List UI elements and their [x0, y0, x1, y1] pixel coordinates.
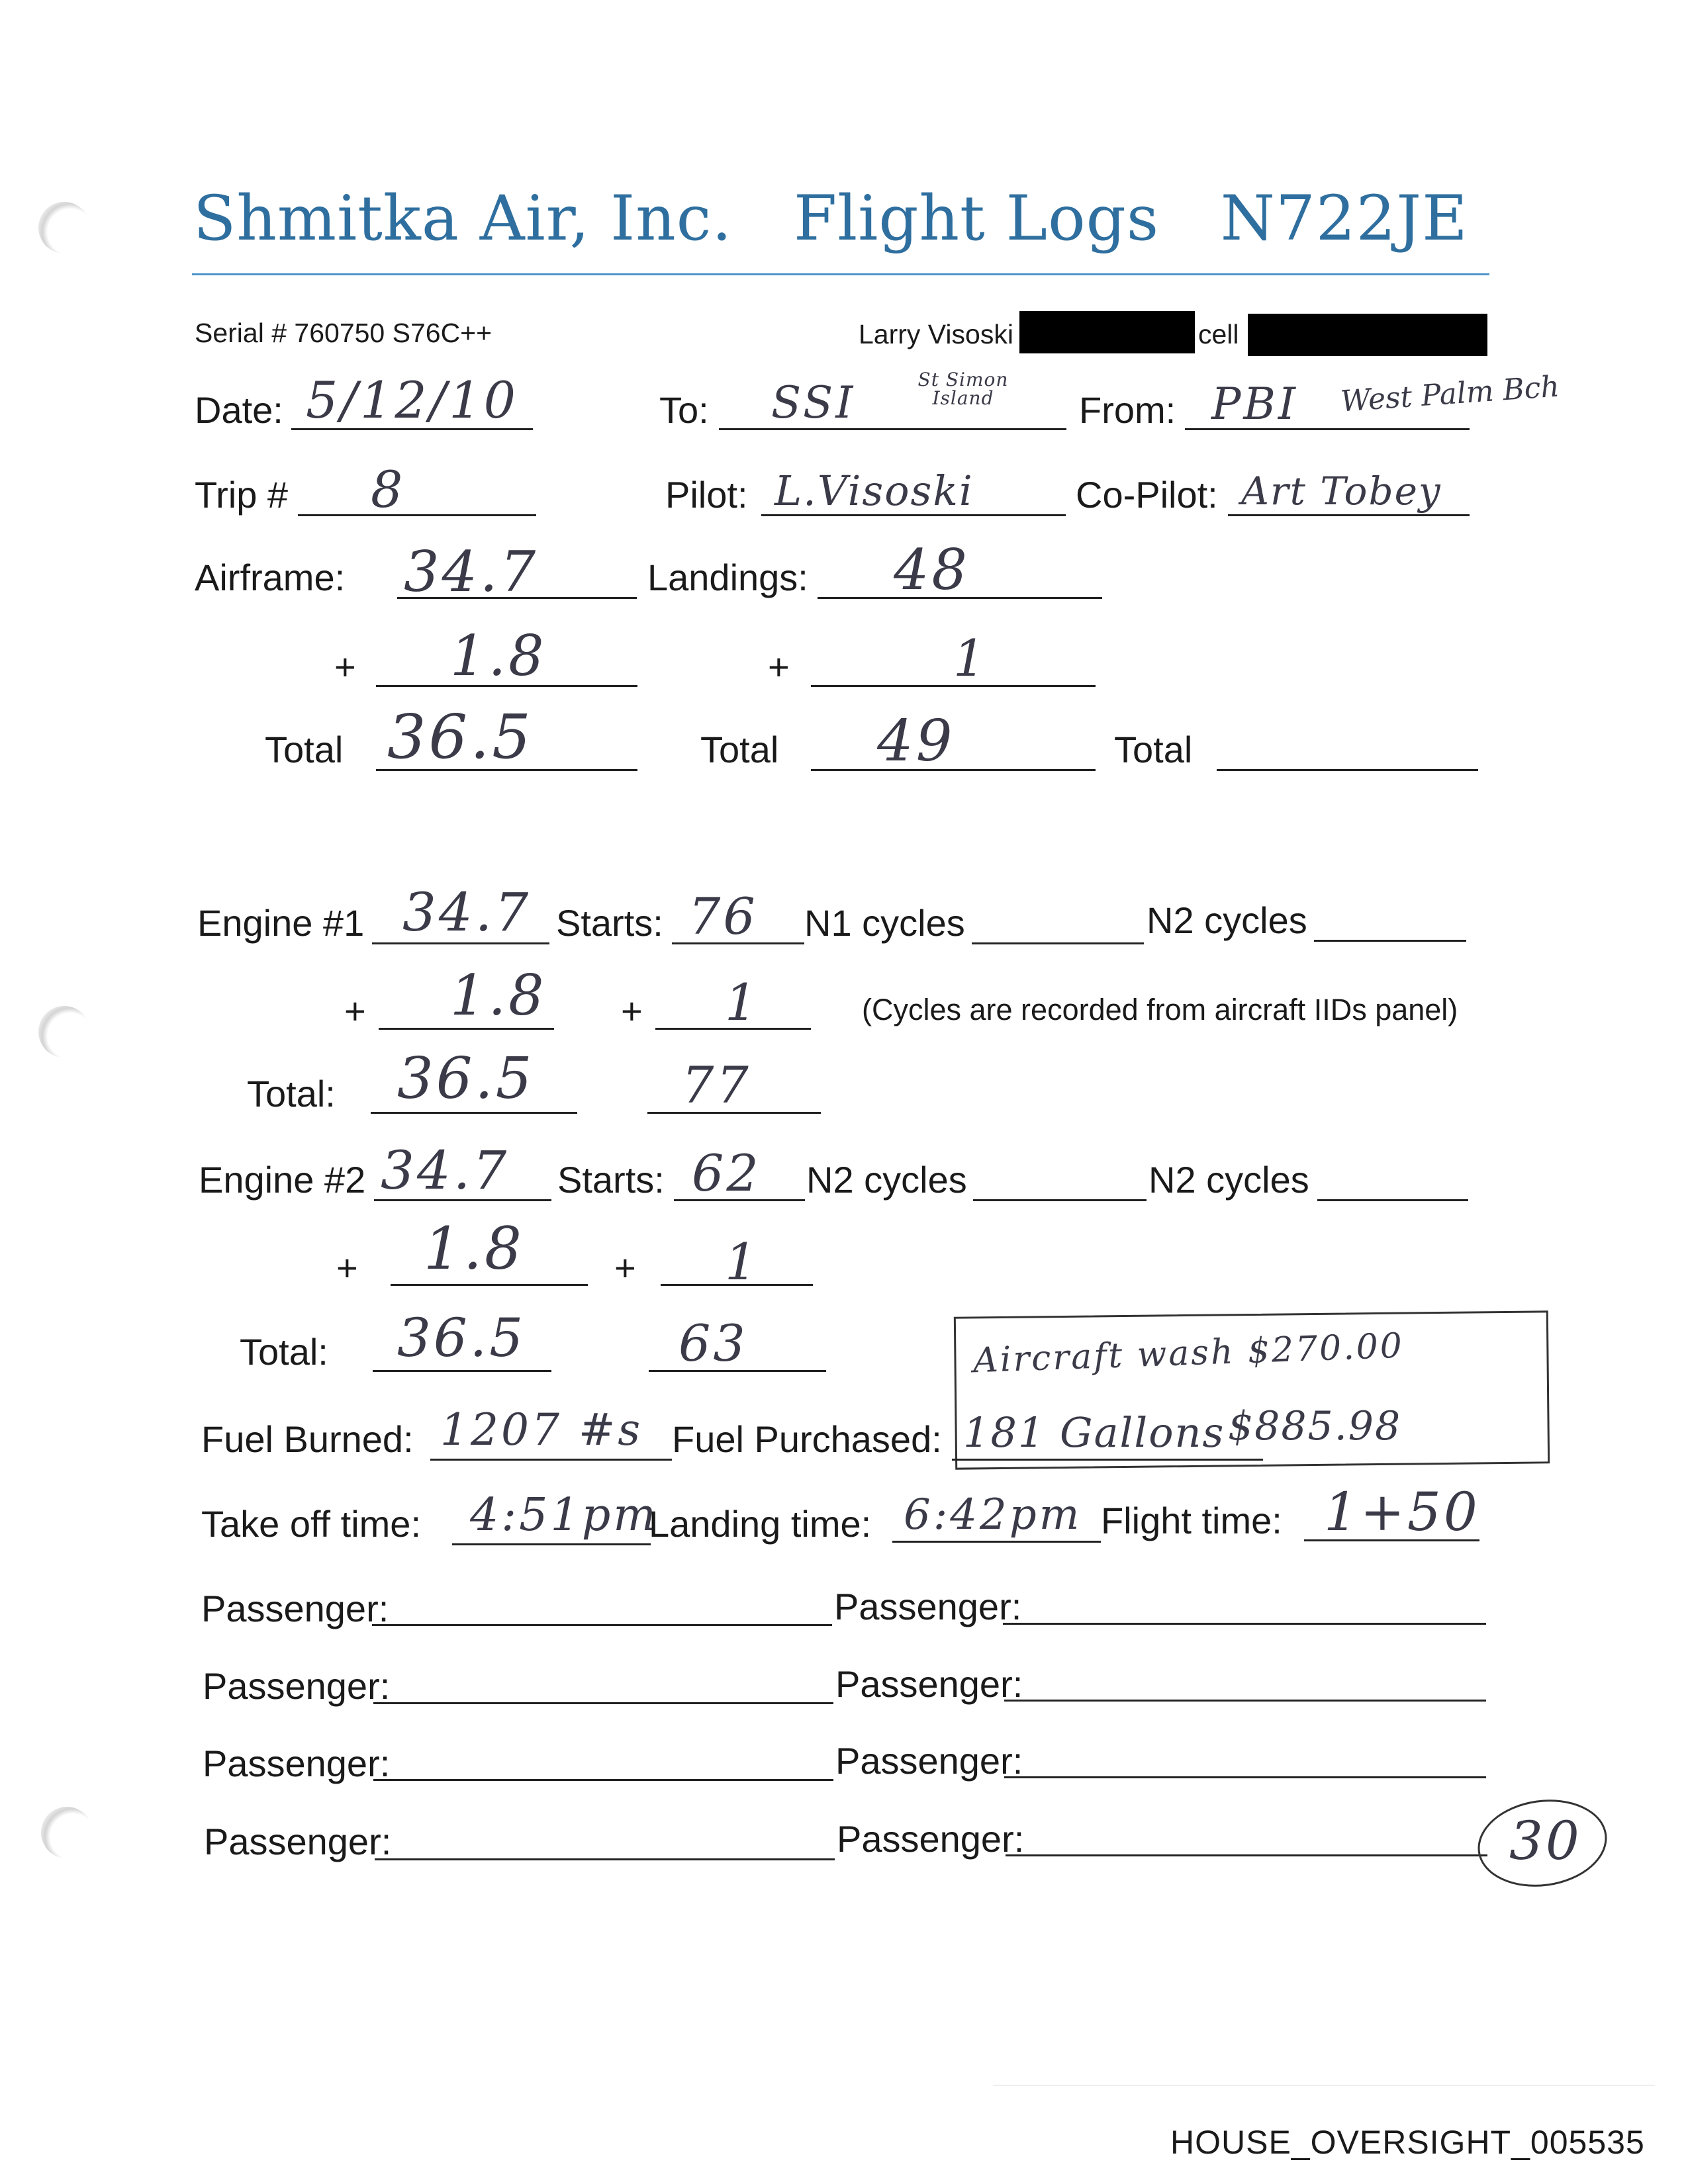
date-value: 5/12/10: [306, 371, 518, 430]
pilot-label: Pilot:: [665, 474, 748, 516]
landing-time-label: Landing time:: [649, 1503, 872, 1545]
landings-add-value: 1: [953, 629, 988, 688]
engine1-label: Engine #1: [197, 902, 365, 944]
engine1-starts-total-value: 77: [682, 1056, 751, 1115]
fuel-burned-label: Fuel Burned:: [201, 1418, 414, 1460]
passenger-line: [1004, 1700, 1486, 1702]
log-title: Flight Logs: [793, 183, 1160, 255]
engine1-hours-value: 34.7: [402, 882, 532, 943]
flight-time-label: Flight time:: [1101, 1500, 1282, 1541]
passenger-line: [1006, 1854, 1487, 1856]
aircraft-wash-note: Aircraft wash $270.00: [972, 1326, 1405, 1381]
copilot-value: Art Tobey: [1241, 469, 1442, 514]
passenger-line: [372, 1624, 832, 1626]
engine1-starts-label: Starts:: [556, 902, 663, 944]
page-number: 30: [1509, 1810, 1582, 1872]
engine1-hours-plus: +: [344, 990, 366, 1032]
engine2-hours-add-value: 1.8: [424, 1214, 524, 1283]
engine2-starts-total-value: 63: [679, 1314, 748, 1373]
from-label: From:: [1079, 389, 1176, 431]
passenger-label: Passenger:: [201, 1588, 389, 1629]
trip-value: 8: [371, 460, 406, 519]
fuel-purchased-line: [952, 1459, 1263, 1461]
passenger-label: Passenger:: [835, 1740, 1023, 1782]
takeoff-label: Take off time:: [201, 1503, 422, 1545]
bates-number: HOUSE_OVERSIGHT_005535: [1170, 2124, 1645, 2161]
passenger-label: Passenger:: [835, 1663, 1023, 1705]
landings-plus: +: [768, 646, 790, 688]
fuel-burned-value: 1207 #s: [440, 1404, 643, 1455]
landing-time-value: 6:42pm: [904, 1490, 1082, 1539]
to-note: St Simon Island: [917, 369, 1009, 409]
punch-hole-bottom: [41, 1807, 93, 1858]
to-label: To:: [659, 389, 709, 431]
engine1-starts-plus: +: [621, 990, 643, 1032]
scan-artifact-line: [993, 2085, 1655, 2086]
engine1-hours-total-line: [371, 1112, 577, 1114]
engine1-starts-add-value: 1: [725, 973, 760, 1032]
landings-label: Landings:: [647, 557, 808, 598]
landings-value: 48: [894, 537, 970, 602]
airframe-total-value: 36.5: [387, 702, 534, 772]
cycles-note: (Cycles are recorded from aircraft IIDs panel): [862, 993, 1458, 1026]
passenger-line: [1003, 1623, 1486, 1625]
engine1-n2-line: [1314, 940, 1466, 942]
engine2-n2b-line: [1317, 1199, 1468, 1201]
title-rule: [192, 273, 1489, 275]
engine1-starts-value: 76: [688, 887, 758, 946]
passenger-line: [373, 1702, 833, 1704]
landings-total-label: Total: [700, 729, 779, 770]
redaction-cell: [1248, 314, 1487, 356]
fuel-purchased-label: Fuel Purchased:: [672, 1418, 942, 1460]
trip-label: Trip #: [195, 474, 289, 516]
trip-line: [298, 514, 536, 516]
engine2-hours-total-value: 36.5: [397, 1307, 526, 1369]
from-value: PBI: [1211, 379, 1298, 430]
airframe-add-value: 1.8: [450, 623, 547, 688]
passenger-label: Passenger:: [834, 1586, 1022, 1627]
fuel-burned-line: [430, 1459, 672, 1461]
fuel-purchased-value: 181 Gallons: [963, 1408, 1225, 1457]
passenger-line: [375, 1858, 835, 1860]
landings-total-value: 49: [877, 708, 955, 774]
passenger-label: Passenger:: [203, 1743, 391, 1784]
airframe-total-label: Total: [265, 729, 344, 770]
landing-time-line: [892, 1541, 1101, 1543]
engine2-hours-value: 34.7: [381, 1140, 510, 1201]
engine2-starts-add-value: 1: [725, 1232, 760, 1291]
redaction-phone: [1019, 311, 1195, 353]
engine2-n2b-label: N2 cycles: [1149, 1159, 1309, 1201]
engine2-starts-value: 62: [692, 1144, 761, 1203]
engine1-hours-add-line: [379, 1028, 554, 1030]
passenger-label: Passenger:: [203, 1665, 391, 1707]
copilot-line: [1228, 514, 1470, 516]
from-note: West Palm Bch: [1339, 369, 1561, 419]
engine2-starts-label: Starts:: [557, 1159, 665, 1201]
engine1-n1-label: N1 cycles: [804, 902, 965, 944]
to-line: [719, 428, 1066, 430]
cell-label: cell: [1198, 319, 1239, 349]
engine1-hours-total-value: 36.5: [397, 1046, 535, 1112]
contact-name: Larry Visoski: [859, 319, 1013, 349]
takeoff-line: [452, 1543, 651, 1545]
pilot-value: L.Visoski: [774, 467, 974, 515]
passenger-label: Passenger:: [837, 1818, 1025, 1860]
form-title: [193, 183, 1468, 255]
engine2-starts-plus: +: [614, 1247, 636, 1289]
engine1-n1-line: [972, 942, 1144, 944]
tail-number: N722JE: [1220, 183, 1468, 255]
engine1-hours-add-value: 1.8: [450, 963, 547, 1028]
engine2-hours-total-line: [373, 1370, 551, 1372]
engine2-label: Engine #2: [199, 1159, 366, 1201]
airframe-label: Airframe:: [195, 557, 346, 598]
takeoff-value: 4:51pm: [470, 1489, 659, 1541]
passenger-line: [1004, 1776, 1486, 1778]
third-total-label: Total: [1114, 729, 1193, 770]
flight-time-value: 1+50: [1324, 1481, 1480, 1543]
engine2-n2a-label: N2 cycles: [806, 1159, 967, 1201]
punch-hole-middle: [38, 1006, 90, 1058]
punch-hole-top: [38, 202, 90, 253]
to-value: SSI: [771, 377, 856, 428]
airframe-value: 34.7: [404, 539, 539, 604]
passenger-label: Passenger:: [204, 1821, 392, 1862]
engine2-n2a-line: [973, 1199, 1147, 1201]
serial-number: Serial # 760750 S76C++: [195, 318, 492, 348]
engine2-hours-add-line: [391, 1284, 588, 1286]
company-name: Shmitka Air, Inc.: [193, 183, 733, 255]
airframe-plus: +: [334, 646, 356, 688]
engine2-hours-plus: +: [336, 1247, 358, 1289]
engine2-total-label: Total:: [240, 1331, 328, 1373]
engine1-total-label: Total:: [247, 1073, 336, 1115]
fuel-cost-value: $885.98: [1228, 1403, 1402, 1449]
third-total-line: [1217, 769, 1478, 771]
date-label: Date:: [195, 389, 283, 431]
passenger-line: [373, 1779, 833, 1781]
copilot-label: Co-Pilot:: [1076, 474, 1218, 516]
engine1-n2-label: N2 cycles: [1147, 899, 1307, 941]
